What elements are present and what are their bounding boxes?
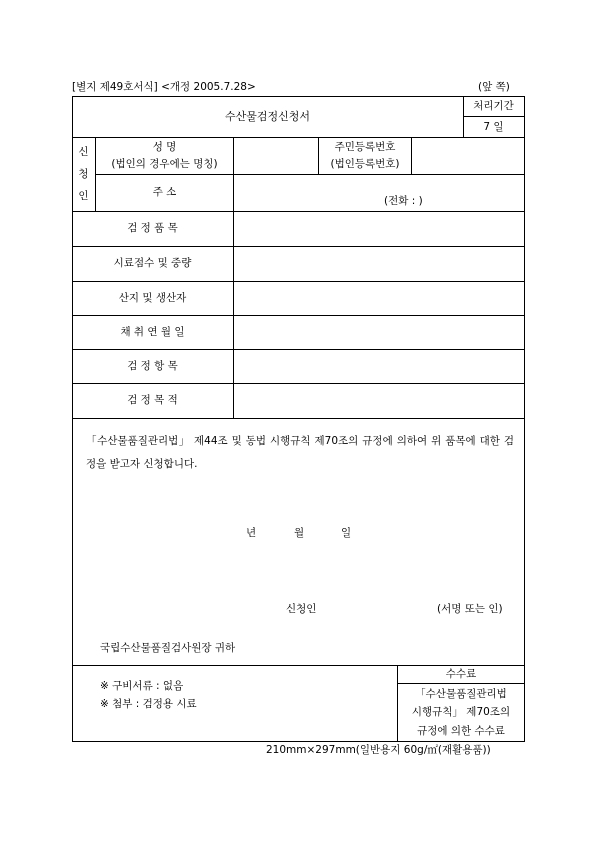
date-day-label: 일 <box>341 527 352 539</box>
origin-producer-field[interactable] <box>234 282 524 315</box>
fee-label: 수수료 <box>445 667 477 680</box>
processing-period-value: 7 일 <box>483 120 504 133</box>
rrn-label-cell <box>319 137 411 174</box>
row-label-collection-date: 채 취 연 월 일 <box>120 325 185 338</box>
rrn-label: 주민등록번호 <box>334 141 396 154</box>
fee-line: 규정에 의한 수수료 <box>417 724 505 737</box>
inspection-purpose-field[interactable] <box>234 384 524 418</box>
processing-period-label: 처리기간 <box>473 99 514 112</box>
paper-spec: 210mm×297mm(일반용지 60g/㎡(재활용품)) <box>266 744 491 756</box>
collection-date-field[interactable] <box>234 316 524 349</box>
fee-line: 시행규칙」 제70조의 <box>411 706 511 719</box>
address-field[interactable] <box>234 175 524 211</box>
attachment-note: ※ 첨부 : 검정용 시료 <box>100 698 197 710</box>
form-number: [별지 제49호서식] <개정 2005.7.28> <box>72 81 256 93</box>
fee-description <box>398 684 524 741</box>
applicant-label: 신청인 <box>286 603 317 615</box>
applicant-char: 청 <box>78 167 89 180</box>
rrn-sublabel: (법인등록번호) <box>330 157 400 170</box>
name-field[interactable] <box>234 138 318 174</box>
row-label-inspection-purpose: 검 정 목 적 <box>127 394 178 407</box>
address-label: 주 소 <box>152 186 177 199</box>
name-label: 성 명 <box>152 141 177 154</box>
required-documents: ※ 구비서류 : 없음 <box>100 680 184 692</box>
sample-count-field[interactable] <box>234 247 524 281</box>
row-label-inspection-item: 검 정 품 목 <box>127 222 178 235</box>
phone-label: (전화 : ) <box>384 195 423 207</box>
fee-line: 「수산물품질관리법 <box>415 687 507 700</box>
date-month-label: 월 <box>294 527 305 539</box>
applicant-side-label <box>72 137 95 211</box>
signature-label: (서명 또는 인) <box>437 603 503 615</box>
addressee: 국립수산물품질검사원장 귀하 <box>100 642 236 654</box>
name-sublabel: (법인의 경우에는 명칭) <box>111 157 218 170</box>
row-label-origin-producer: 산지 및 생산자 <box>118 291 187 304</box>
page-side-label: (앞 쪽) <box>478 81 510 93</box>
inspection-item-field[interactable] <box>234 212 524 246</box>
application-statement: 「수산물품질관리법」 제44조 및 동법 시행규칙 제70조의 규정에 의하여 위 품목에 대한 검정을 받고자 신청합니다. <box>86 435 514 470</box>
row-label-inspection-items: 검 정 항 목 <box>127 359 178 372</box>
row-label-sample-count: 시료점수 및 중량 <box>113 257 192 270</box>
inspection-items-field[interactable] <box>234 350 524 383</box>
date-year-label: 년 <box>246 527 257 539</box>
rrn-field[interactable] <box>412 138 524 174</box>
name-label-cell <box>96 137 233 174</box>
applicant-char: 신 <box>78 145 89 158</box>
form-title: 수산물검정신청서 <box>224 109 310 123</box>
applicant-char: 인 <box>78 190 89 203</box>
